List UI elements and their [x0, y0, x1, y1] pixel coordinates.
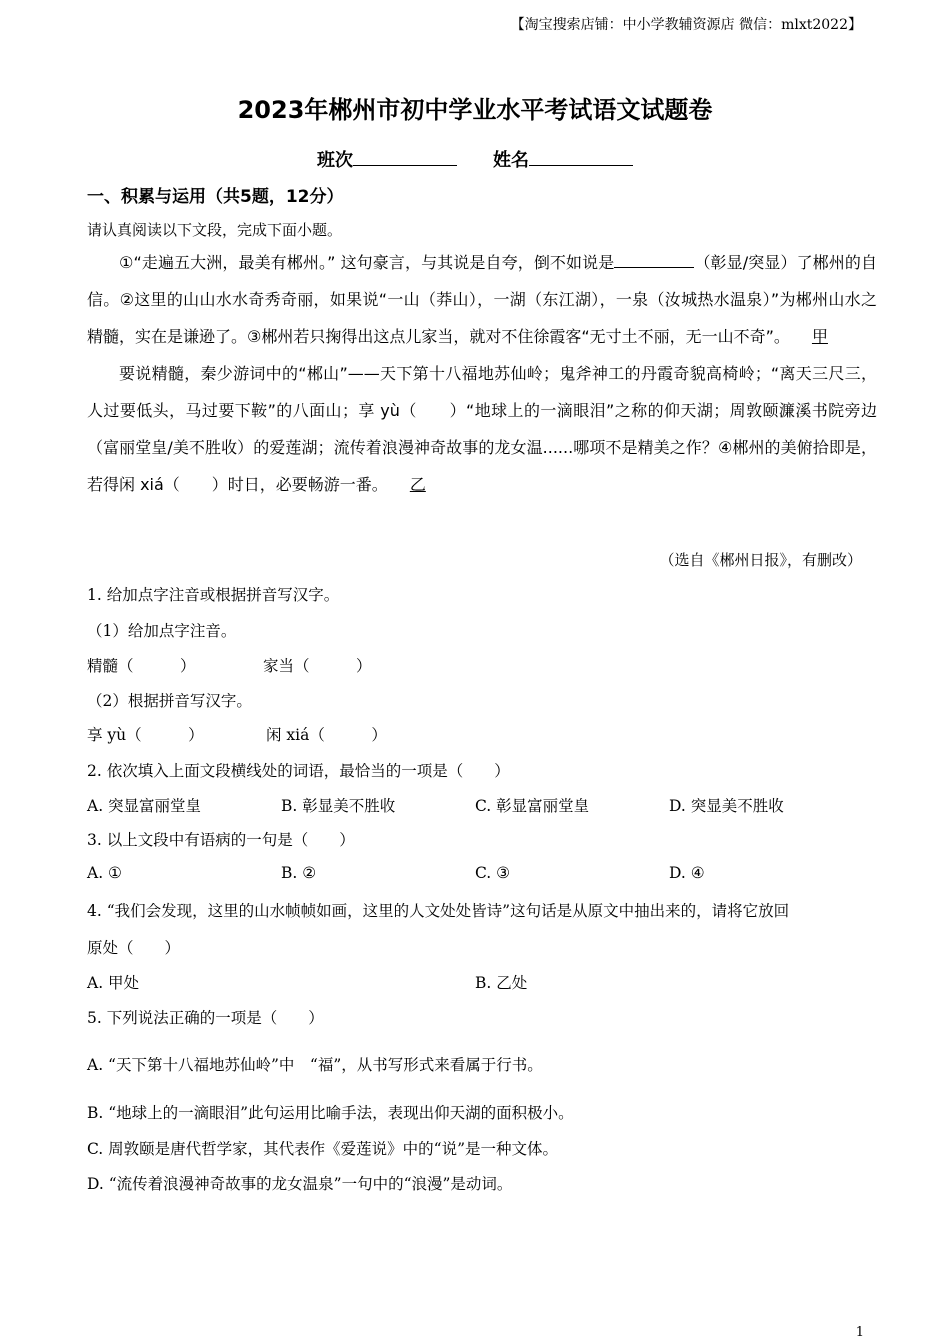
marker-yi: 乙	[409, 475, 426, 494]
question-2-option-c[interactable]: C. 彰显富丽堂皇	[475, 797, 590, 815]
fill-blank	[614, 249, 694, 268]
question-1-sub2-b: 闲 xiá（ ）	[266, 726, 387, 744]
question-2-option-a[interactable]: A. 突显富丽堂皇	[87, 797, 202, 815]
question-4-stem-line2: 原处（ ）	[87, 939, 181, 957]
exam-title: 2023年郴州市初中学业水平考试语文试题卷	[237, 96, 713, 124]
section-heading: 一、积累与运用（共5题，12分）	[87, 187, 344, 207]
class-blank	[353, 149, 457, 166]
question-5-option-c[interactable]: C. 周敦颐是唐代哲学家，其代表作《爱莲说》中的“说”是一种文体。	[87, 1140, 559, 1158]
question-2-stem: 2. 依次填入上面文段横线处的词语，最恰当的一项是（ ）	[87, 762, 510, 780]
question-2-option-d[interactable]: D. 突显美不胜收	[669, 797, 784, 815]
question-1-stem: 1. 给加点字注音或根据拼音写汉字。	[87, 586, 340, 604]
question-3-option-a[interactable]: A. ①	[87, 864, 122, 882]
question-4-option-a[interactable]: A. 甲处	[87, 974, 140, 992]
class-label: 班次	[317, 150, 353, 171]
question-5-option-d[interactable]: D. “流传着浪漫神奇故事的龙女温泉”一句中的“浪漫”是动词。	[87, 1175, 513, 1193]
question-5-stem: 5. 下列说法正确的一项是（ ）	[87, 1009, 324, 1027]
name-blank	[529, 149, 633, 166]
page-number: 1	[855, 1325, 864, 1340]
passage-paragraph-2: 要说精髓，秦少游词中的“郴山”——天下第十八福地苏仙岭；鬼斧神工的丹霞奇貌高椅岭；“离天三尺三，人过要低头，马过要下鞍”的八面山；享 yù（ ）“地球上的一滴眼泪”之称的仰天湖；周敦颐濂溪书院旁边（富丽堂皇/美不胜收）的爱莲湖；流传着浪漫神奇故事的龙女温......哪项不是精美之作？④郴州的美俯拾即是，若得闲 xiá（ ）时日，必要畅游一番。 乙	[87, 364, 877, 494]
header-ad-text: 【淘宝搜索店铺：中小学教辅资源店 微信：mlxt2022】	[510, 17, 862, 33]
question-5-option-b[interactable]: B. “地球上的一滴眼泪”此句运用比喻手法，表现出仰天湖的面积极小。	[87, 1104, 574, 1122]
name-label: 姓名	[493, 150, 529, 171]
question-1-sub1-a: 精髓（ ）	[87, 657, 196, 675]
question-4-stem-line1: 4. “我们会发现，这里的山水帧帧如画，这里的人文处处皆诗”这句话是从原文中抽出来的，请将它放回	[87, 902, 790, 920]
section-instruction: 请认真阅读以下文段，完成下面小题。	[87, 221, 343, 239]
student-info-line	[0, 146, 950, 172]
question-5-option-a[interactable]: A. “天下第十八福地苏仙岭”中 “福”，从书写形式来看属于行书。	[87, 1056, 543, 1074]
passage-paragraph-1: ①“走遍五大洲，最美有郴州。” 这句豪言，与其说是自夸，倒不如说是 （彰显/突显）了郴州的自信。②这里的山山水水奇秀奇丽，如果说“一山（莽山），一湖（东江湖），一泉（汝城热水温泉）”为郴州山水之精髓，实在是谦逊了。③郴州若只掬得出这点儿家当，就对不住徐霞客“无寸土不丽，无一山不奇”。 甲	[87, 244, 877, 355]
question-1-sub1: （1）给加点字注音。	[87, 622, 237, 640]
question-4-option-b[interactable]: B. 乙处	[475, 974, 528, 992]
question-1-sub1-b: 家当（ ）	[263, 657, 372, 675]
question-3-option-c[interactable]: C. ③	[475, 864, 511, 882]
question-3-option-b[interactable]: B. ②	[281, 864, 317, 882]
question-3-stem: 3. 以上文段中有语病的一句是（ ）	[87, 831, 355, 849]
passage	[87, 244, 877, 503]
question-3-option-d[interactable]: D. ④	[669, 864, 705, 882]
marker-jia: 甲	[811, 327, 828, 346]
passage-source: （选自《郴州日报》，有删改）	[659, 551, 862, 569]
question-1-sub2-a: 享 yù（ ）	[87, 726, 204, 744]
question-2-option-b[interactable]: B. 彰显美不胜收	[281, 797, 396, 815]
question-1-sub2: （2）根据拼音写汉字。	[87, 692, 252, 710]
